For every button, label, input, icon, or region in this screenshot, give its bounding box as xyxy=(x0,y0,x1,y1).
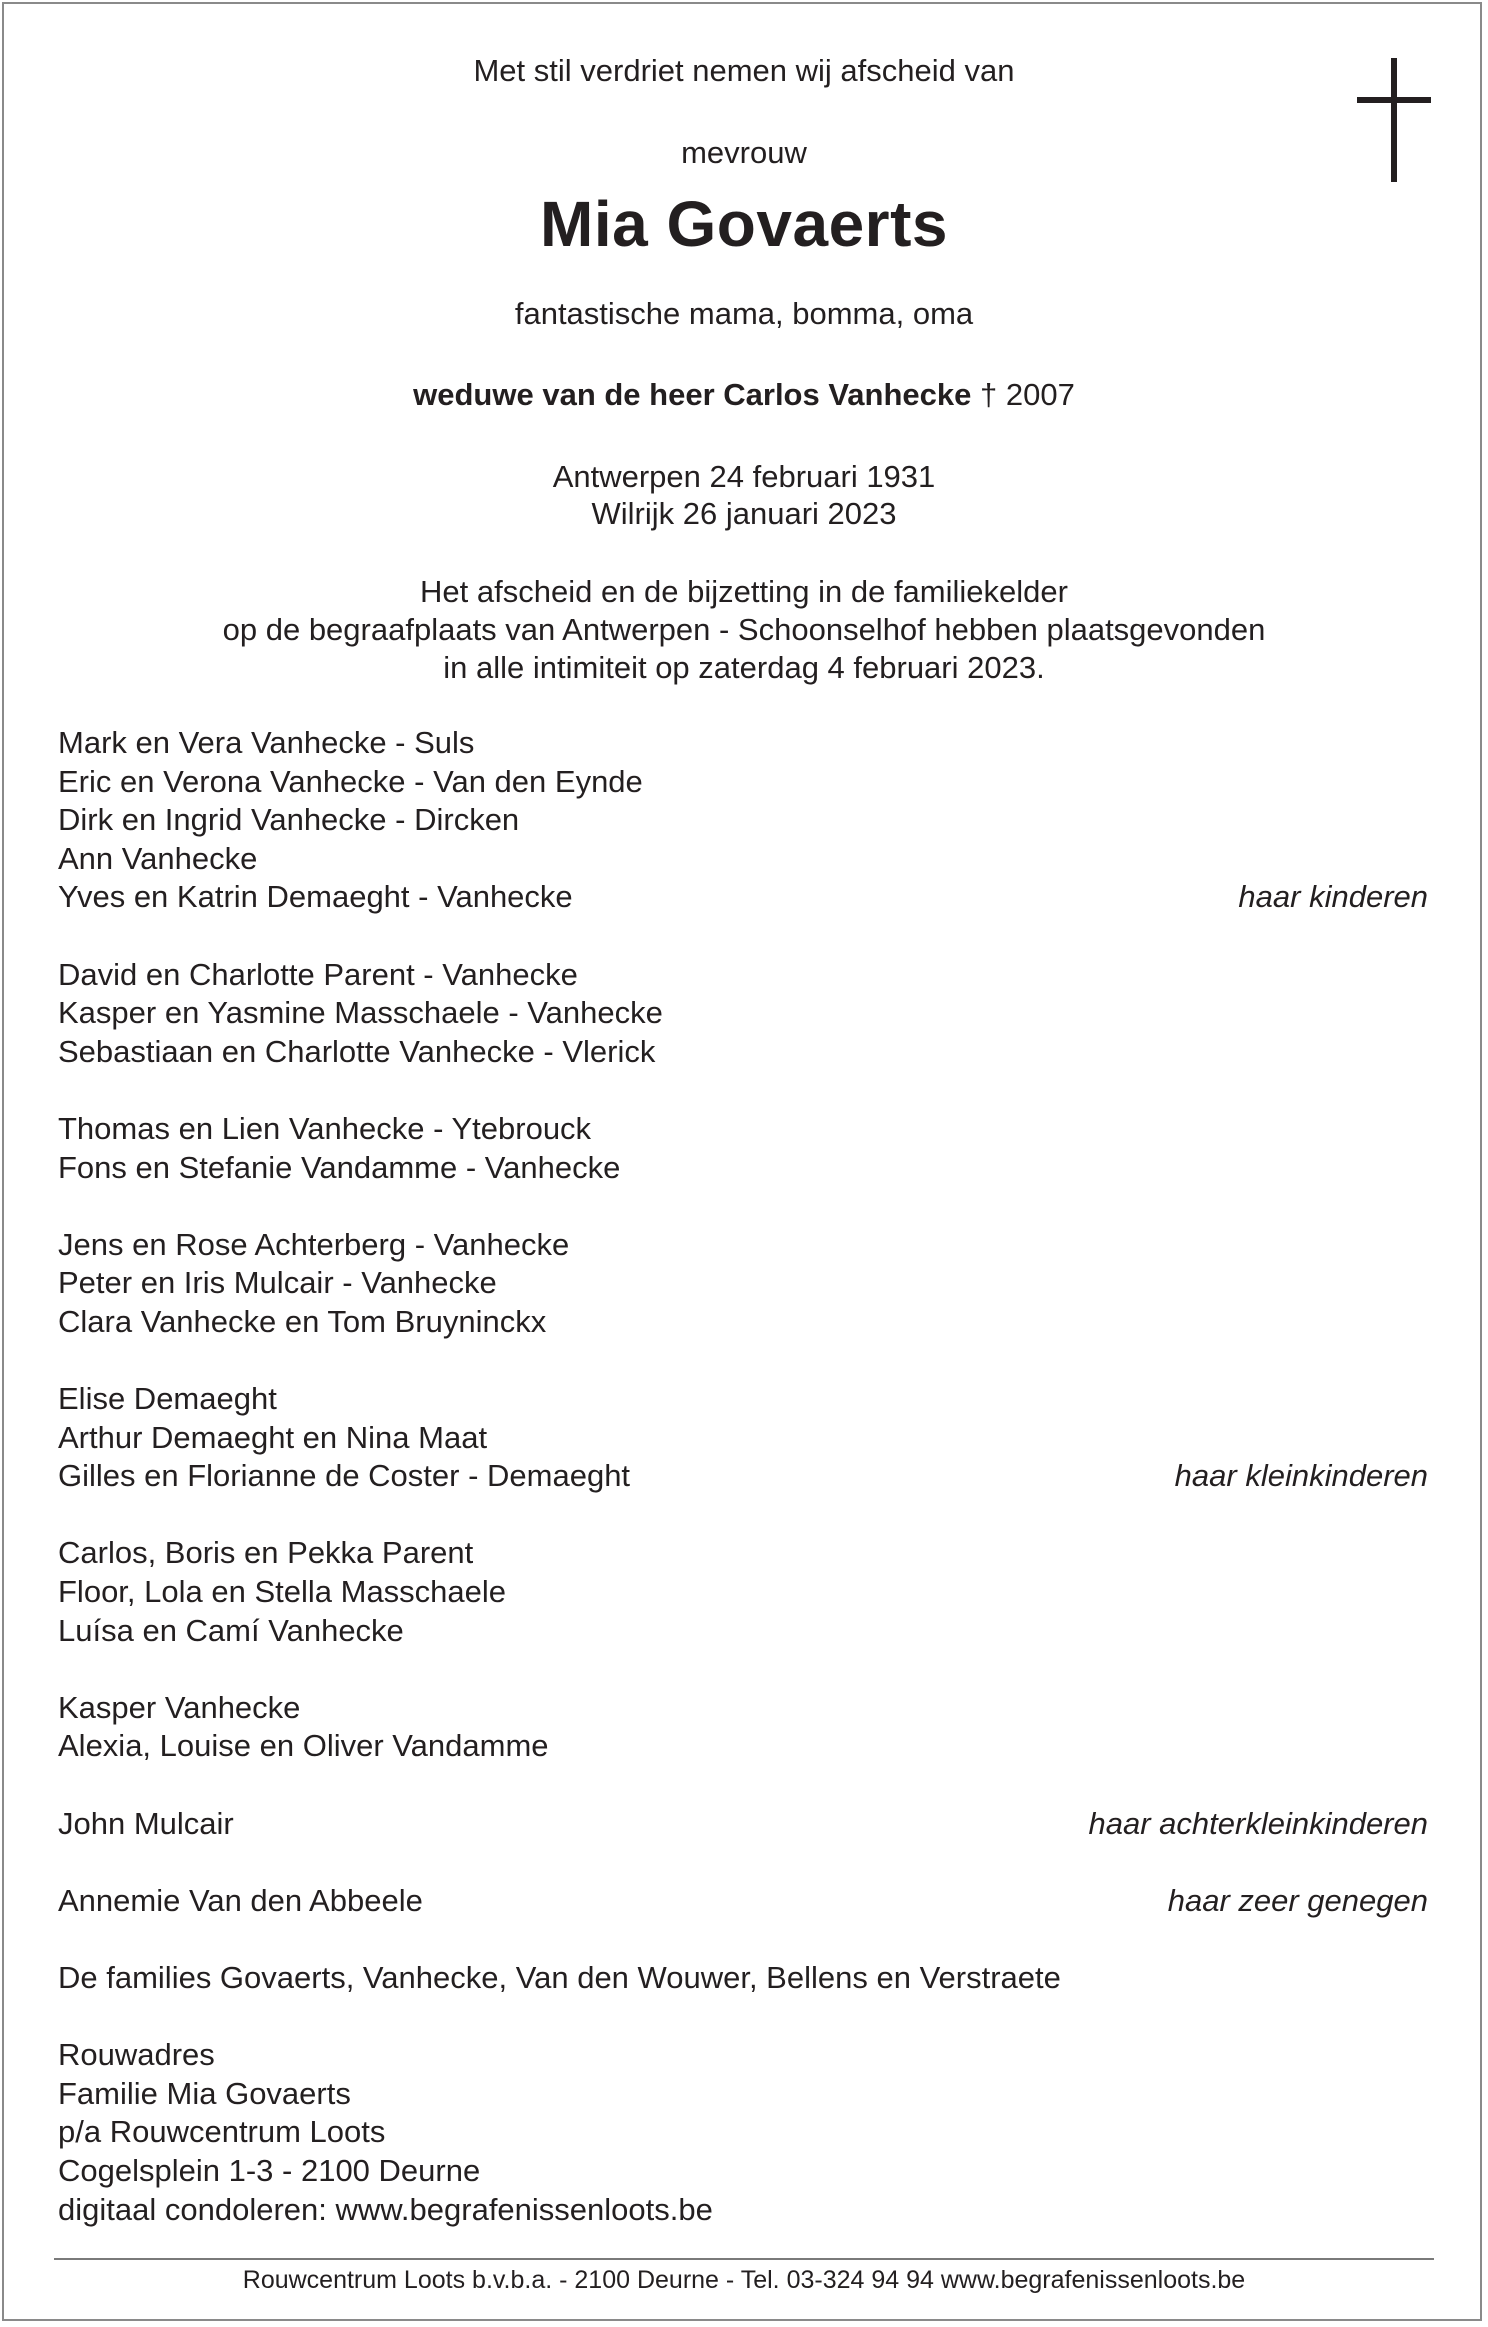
family-name: Gilles en Florianne de Coster - Demaeght xyxy=(58,1458,631,1494)
group-spacer xyxy=(58,1650,1428,1689)
family-row xyxy=(58,2036,1428,2075)
widow-year-text: † 2007 xyxy=(980,377,1075,412)
family-name: Fons en Stefanie Vandamme - Vanhecke xyxy=(58,1149,621,1185)
family-name: David en Charlotte Parent - Vanhecke xyxy=(58,956,578,992)
family-name: Ann Vanhecke xyxy=(58,840,258,876)
family-row xyxy=(58,1959,1428,1998)
family-row xyxy=(58,1573,1428,1612)
family-name: Elise Demaeght xyxy=(58,1381,277,1417)
family-list xyxy=(58,724,1428,2229)
family-name: Jens en Rose Achterberg - Vanhecke xyxy=(58,1226,570,1262)
family-name: Alexia, Louise en Oliver Vandamme xyxy=(58,1728,549,1764)
family-name: John Mulcair xyxy=(58,1805,234,1841)
family-row xyxy=(58,1419,1428,1458)
family-row xyxy=(58,956,1428,995)
widow-of-text: weduwe van de heer Carlos Vanhecke xyxy=(413,377,972,412)
family-name: Kasper en Yasmine Masschaele - Vanhecke xyxy=(58,995,663,1031)
death-date: Wilrijk 26 januari 2023 xyxy=(591,496,897,531)
intro-text: Met stil verdriet nemen wij afscheid van xyxy=(473,53,1015,88)
group-spacer xyxy=(58,1496,1428,1535)
group-spacer xyxy=(58,1342,1428,1381)
family-row xyxy=(58,1882,1428,1921)
relation-label: haar kinderen xyxy=(1238,879,1428,915)
relation-label: haar achterkleinkinderen xyxy=(1088,1805,1428,1841)
relation-label: haar kleinkinderen xyxy=(1174,1458,1428,1494)
deceased-name: Mia Govaerts xyxy=(540,188,948,260)
subtitle-text: fantastische mama, bomma, oma xyxy=(514,296,974,331)
family-name: Mark en Vera Vanhecke - Suls xyxy=(58,725,475,760)
family-row xyxy=(58,2075,1428,2114)
family-name: Sebastiaan en Charlotte Vanhecke - Vlerick xyxy=(58,1033,656,1069)
family-row xyxy=(58,1110,1428,1149)
family-row xyxy=(58,801,1428,840)
family-row xyxy=(58,1457,1428,1496)
family-row xyxy=(58,2113,1428,2152)
family-row xyxy=(58,1149,1428,1188)
group-spacer xyxy=(58,1998,1428,2037)
family-name: Carlos, Boris en Pekka Parent xyxy=(58,1535,474,1571)
family-row xyxy=(58,878,1428,917)
family-name: Peter en Iris Mulcair - Vanhecke xyxy=(58,1265,497,1301)
family-name: De families Govaerts, Vanhecke, Van den Wouwer, Bellens en Verstraete xyxy=(58,1960,1061,1995)
footer-text: Rouwcentrum Loots b.v.b.a. - 2100 Deurne - Tel. 03-324 94 94 www.begrafenissenloots.be xyxy=(242,2266,1246,2294)
family-row xyxy=(58,1805,1428,1844)
ceremony-line-3: in alle intimiteit op zaterdag 4 februari 2023. xyxy=(443,650,1045,685)
ceremony-line-1: Het afscheid en de bijzetting in de familiekelder xyxy=(420,574,1068,609)
widow-line xyxy=(0,376,1488,414)
family-name: Rouwadres xyxy=(58,2037,215,2073)
family-row xyxy=(58,994,1428,1033)
family-name: p/a Rouwcentrum Loots xyxy=(58,2114,386,2150)
family-row xyxy=(58,1689,1428,1728)
family-name: Annemie Van den Abbeele xyxy=(58,1882,423,1918)
group-spacer xyxy=(58,1920,1428,1959)
ceremony-line-2: op de begraafplaats van Antwerpen - Schoonselhof hebben plaatsgevonden xyxy=(222,612,1266,647)
footer-divider xyxy=(54,2258,1434,2260)
group-spacer xyxy=(58,1071,1428,1110)
family-name: Yves en Katrin Demaeght - Vanhecke xyxy=(58,879,573,915)
family-name: Clara Vanhecke en Tom Bruyninckx xyxy=(58,1303,547,1339)
family-row xyxy=(58,1727,1428,1766)
birth-date: Antwerpen 24 februari 1931 xyxy=(552,459,936,494)
family-row xyxy=(58,2191,1428,2230)
family-row xyxy=(58,1303,1428,1342)
family-row xyxy=(58,1226,1428,1265)
family-name: Dirk en Ingrid Vanhecke - Dircken xyxy=(58,802,520,838)
family-name: Luísa en Camí Vanhecke xyxy=(58,1612,404,1648)
relation-label: haar zeer genegen xyxy=(1167,1882,1428,1918)
title-text: mevrouw xyxy=(681,135,807,170)
family-name: Floor, Lola en Stella Masschaele xyxy=(58,1574,507,1610)
family-row xyxy=(58,840,1428,879)
family-row xyxy=(58,1612,1428,1651)
family-row xyxy=(58,1033,1428,1072)
family-row xyxy=(58,1380,1428,1419)
family-name: Thomas en Lien Vanhecke - Ytebrouck xyxy=(58,1110,592,1146)
family-name: Kasper Vanhecke xyxy=(58,1689,301,1725)
family-name: Arthur Demaeght en Nina Maat xyxy=(58,1419,488,1455)
family-row xyxy=(58,1534,1428,1573)
group-spacer xyxy=(58,1843,1428,1882)
family-row xyxy=(58,1264,1428,1303)
family-row xyxy=(58,2152,1428,2191)
family-row xyxy=(58,763,1428,802)
group-spacer xyxy=(58,917,1428,956)
family-name: Eric en Verona Vanhecke - Van den Eynde xyxy=(58,763,643,799)
family-row xyxy=(58,724,1428,763)
family-name: digitaal condoleren: www.begrafenissenloots.be xyxy=(58,2191,713,2227)
family-name: Familie Mia Govaerts xyxy=(58,2075,351,2111)
family-name: Cogelsplein 1-3 - 2100 Deurne xyxy=(58,2152,481,2188)
group-spacer xyxy=(58,1187,1428,1226)
group-spacer xyxy=(58,1766,1428,1805)
